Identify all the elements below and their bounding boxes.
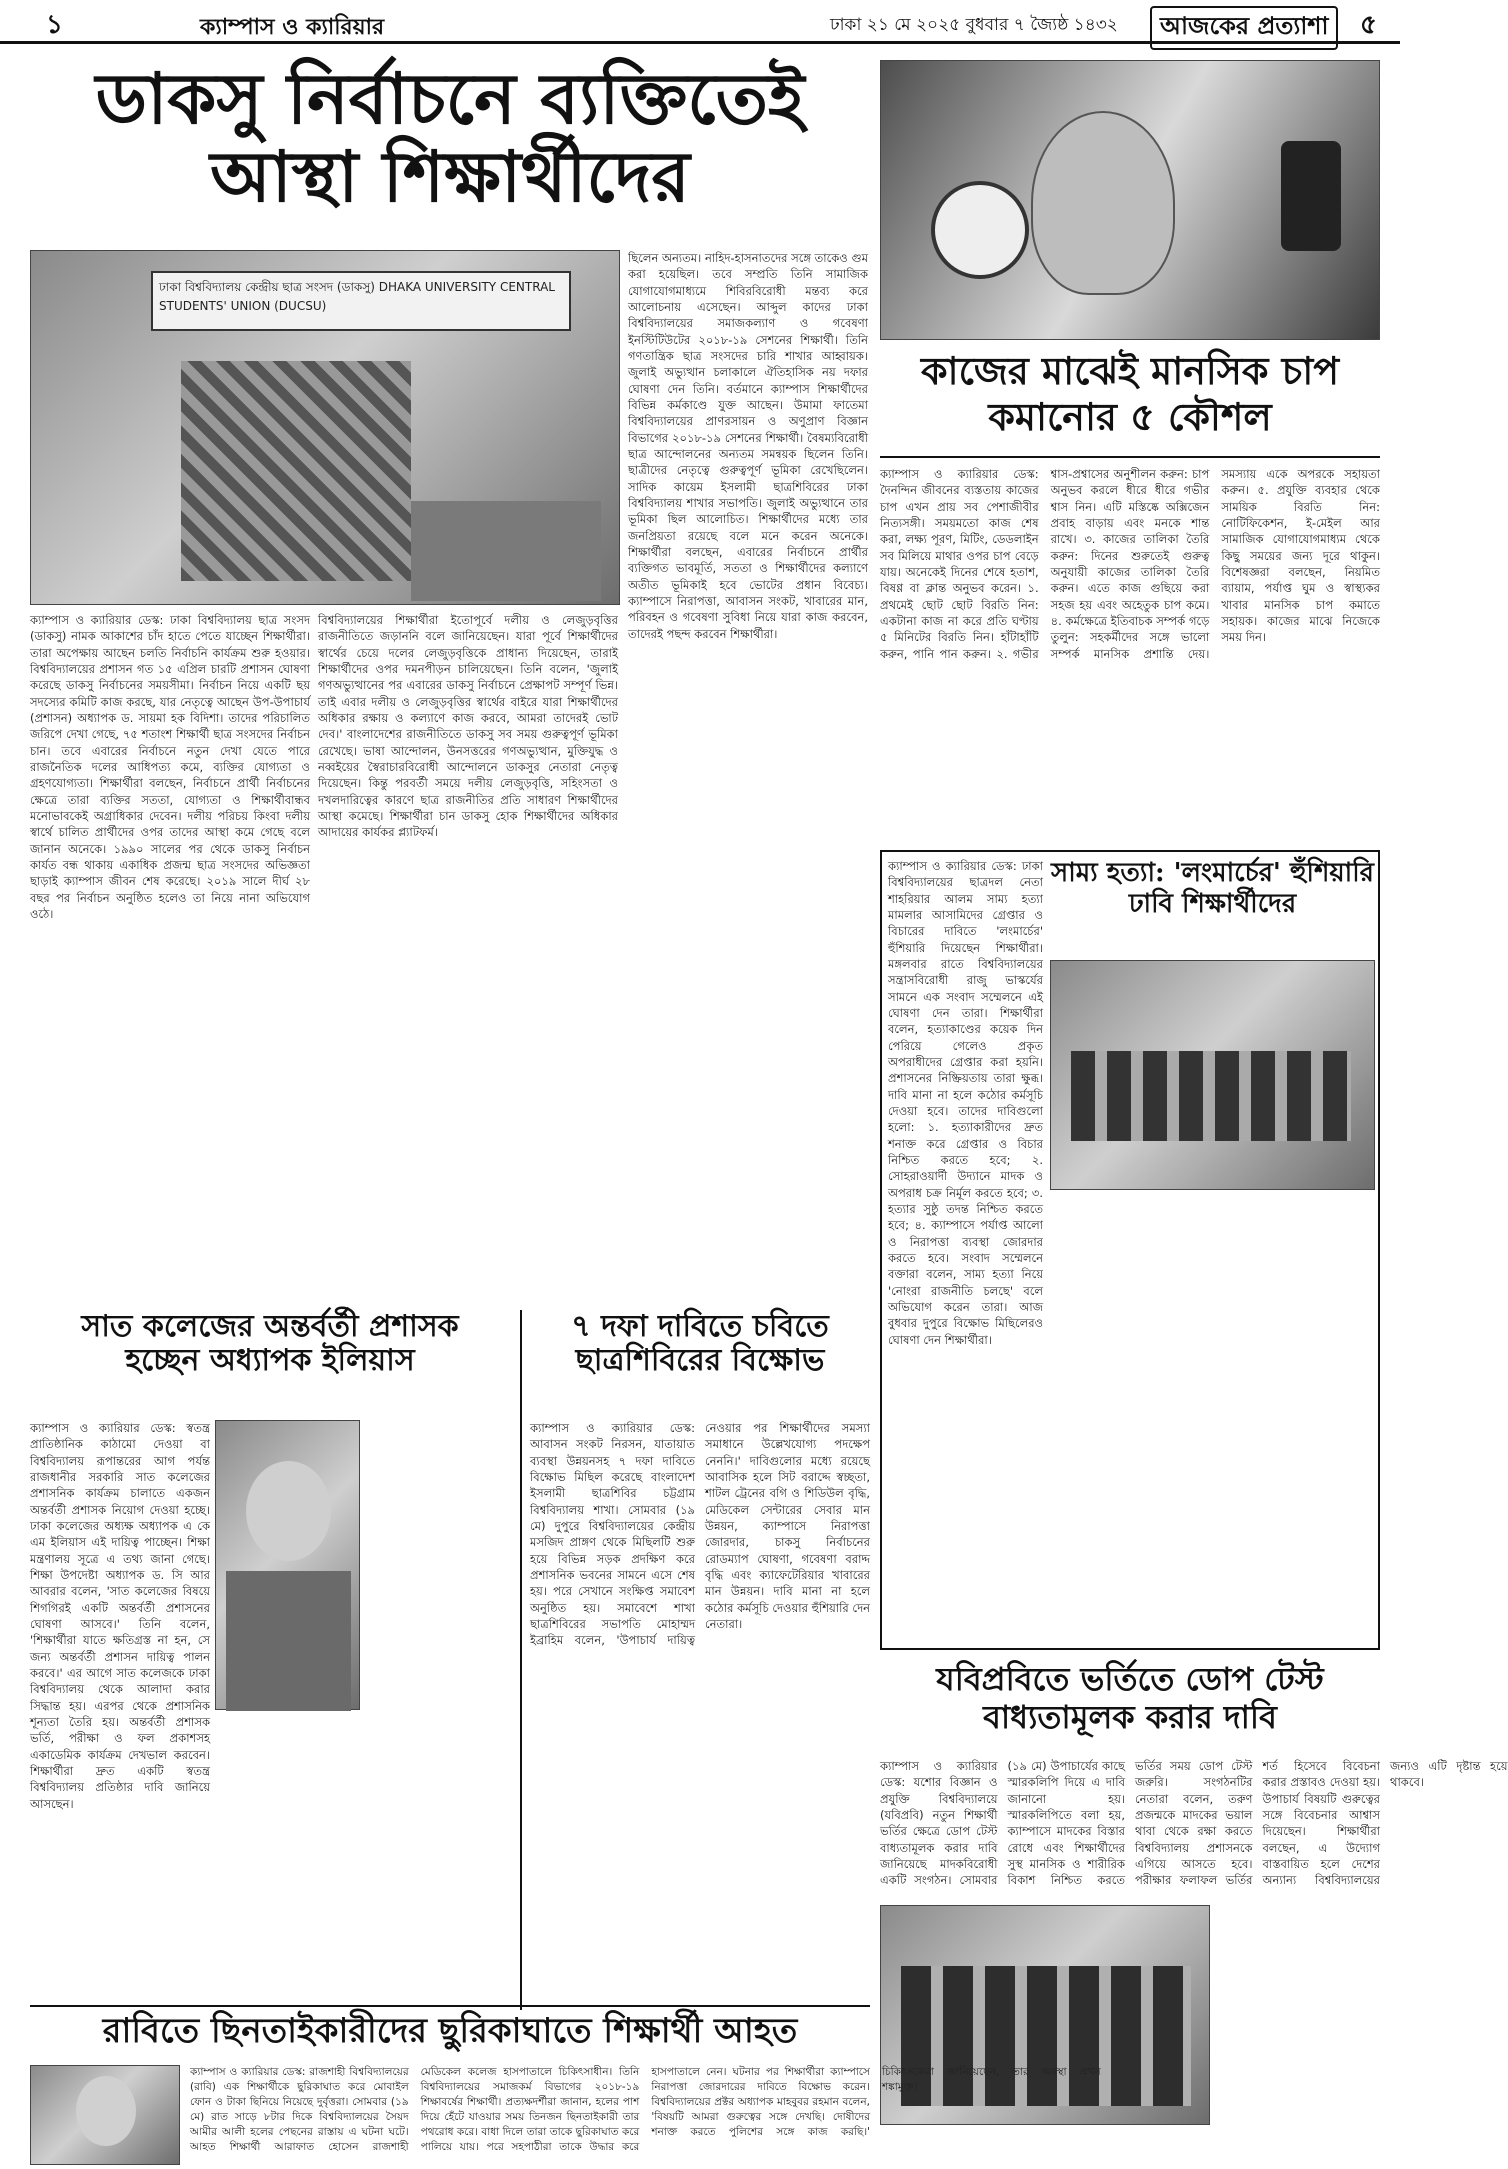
lead-headline: [40, 57, 860, 240]
dope-body: ক্যাম্পাস ও ক্যারিয়ার ডেস্ক: যশোর বিজ্ঞান ও প্রযুক্তি বিশ্ববিদ্যালয়ে (যবিপ্রবি) নতুন শিক্ষার্থী ভর্তির ক্ষেত্রে ডোপ টেস্ট বাধ্যতামূলক করার দাবি জানিয়েছে মাদকবিরোধী একটি সংগঠন। সোমবার (১৯ মে) উপাচার্যের কাছে স্মারকলিপি দিয়ে এ দাবি জানানো হয়। স্মারকলিপিতে বলা হয়, ক্যাম্পাসে মাদকের বিস্তার রোধে এবং শিক্ষার্থীদের সুস্থ মানসিক ও শারীরিক বিকাশ নিশ্চিত করতে ভর্তির সময় ডোপ টেস্ট জরুরি। সংগঠনটির নেতারা বলেন, তরুণ প্রজন্মকে মাদকের ভয়াল থাবা থেকে রক্ষা করতে বিশ্ববিদ্যালয় প্রশাসনকে এগিয়ে আসতে হবে। পরীক্ষার ফলাফল ভর্তির শর্ত হিসেবে বিবেচনা করার প্রস্তাবও দেওয়া হয়। উপাচার্য বিষয়টি গুরুত্বের সঙ্গে বিবেচনার আশ্বাস দিয়েছেন। শিক্ষার্থীরা বলছেন, এ উদ্যোগ বাস্তবায়িত হলে দেশের অন্যান্য বিশ্ববিদ্যালয়ের জন্যও এটি দৃষ্টান্ত হয়ে থাকবে।: [880, 1759, 1508, 1888]
lead-body-col3: ছিলেন অন্যতম। নাহিদ-হাসনাতদের সঙ্গে তাকেও গুম করা হয়েছিল। তবে সম্প্রতি তিনি সামাজিক যোগাযোগমাধ্যমে শিবিরবিরোধী মন্তব্য করে আলোচনায় এসেছেন। আব্দুল কাদের ঢাকা বিশ্ববিদ্যালয়ের সমাজকল্যাণ ও গবেষণা ইনস্টিটিউটের ২০১৮-১৯ সেশনের শিক্ষার্থী। তিনি গণতান্ত্রিক ছাত্র সংসদের চারি শাখার আহ্বায়ক। জুলাই অভ্যুত্থান চলাকালে ঐতিহাসিক নয় দফার ঘোষণা দেন তিনি। বর্তমানে ক্যাম্পাস শিক্ষার্থীদের বিভিন্ন কর্মকাণ্ডে যুক্ত আছেন। উমামা ফাতেমা বিশ্ববিদ্যালয়ের প্রাণরসায়ন ও অণুপ্রাণ বিজ্ঞান বিভাগের ২০১৮-১৯ সেশনের শিক্ষার্থী। বৈষম্যবিরোধী ছাত্র আন্দোলনের অন্যতম সমন্বয়ক ছিলেন তিনি। ছাত্রীদের নেতৃত্বে গুরুত্বপূর্ণ ভূমিকা রেখেছিলেন। সাদিক কায়েম ইসলামী ছাত্রশিবিরের ঢাকা বিশ্ববিদ্যালয় শাখার সভাপতি। জুলাই অভ্যুত্থানে তার ভূমিকা ছিল আলোচিত। শিক্ষার্থীদের মধ্যে তার জনপ্রিয়তা রয়েছে বলে মনে করেন অনেকে। শিক্ষার্থীরা বলছেন, এবারের নির্বাচনে প্রার্থীর ব্যক্তিগত ভাবমূর্তি, সততা ও শিক্ষার্থীদের কল্যাণে অতীত ভূমিকাই হবে ভোটের প্রধান বিবেচ্য। ক্যাম্পাসে নিরাপত্তা, আবাসন সংকট, খাবারের মান, পরিবহন ও গবেষণা সুবিধা নিয়ে যারা কাজ করবেন, তাদেরই পছন্দ করবেন শিক্ষার্থীরা।: [628, 251, 868, 641]
seven-college-headline: [30, 1310, 510, 1410]
story-divider: [30, 2005, 870, 2007]
man-figure: [1031, 111, 1175, 295]
stress-body: ক্যাম্পাস ও ক্যারিয়ার ডেস্ক: দৈনন্দিন জীবনের ব্যস্ততায় কাজের চাপ এখন প্রায় সব পেশাজীবীর নিত্যসঙ্গী। সময়মতো কাজ শেষ করা, লক্ষ্য পূরণ, মিটিং, ডেডলাইন সব মিলিয়ে মাথার ওপর চাপ বেড়ে যায়। অনেকেই দিনের শেষে হতাশ, বিষণ্ণ বা ক্লান্ত অনুভব করেন। ১. প্রথমেই ছোট ছোট বিরতি নিন: একটানা কাজ না করে প্রতি ঘণ্টায় ৫ মিনিটের বিরতি নিন। হাঁটাহাঁটি করুন, পানি পান করুন। ২. গভীর শ্বাস-প্রশ্বাসের অনুশীলন করুন: চাপ অনুভব করলে ধীরে ধীরে গভীর শ্বাস নিন। এটি মস্তিষ্কে অক্সিজেন প্রবাহ বাড়ায় এবং মনকে শান্ত রাখে। ৩. কাজের তালিকা তৈরি করুন: দিনের শুরুতেই গুরুত্ব অনুযায়ী কাজের তালিকা তৈরি করুন। এতে কাজ গুছিয়ে করা সহজ হয় এবং অহেতুক চাপ কমে। ৪. কর্মক্ষেত্রে ইতিবাচক সম্পর্ক গড়ে তুলুন: সহকর্মীদের সঙ্গে ভালো সম্পর্ক মানসিক প্রশান্তি দেয়। সমস্যায় একে অপরকে সহায়তা করুন। ৫. প্রযুক্তি ব্যবহার থেকে সাময়িক বিরতি নিন: নোটিফিকেশন, ই-মেইল আর সামাজিক যোগাযোগমাধ্যম থেকে কিছু সময়ের জন্য দূরে থাকুন। বিশেষজ্ঞরা বলছেন, নিয়মিত ব্যায়াম, পর্যাপ্ত ঘুম ও স্বাস্থ্যকর খাবার মানসিক চাপ কমাতে সহায়ক। কাজের মাঝে নিজেকে সময় দিন।: [880, 467, 1380, 661]
stress-headline-line1: কাজের মাঝেই মানসিক চাপ: [920, 348, 1340, 393]
lead-body-col1: ক্যাম্পাস ও ক্যারিয়ার ডেস্ক: ঢাকা বিশ্ববিদ্যালয় ছাত্র সংসদ (ডাকসু) নামক আকাশের চাঁদ হাতে পেতে যাচ্ছেন শিক্ষার্থীরা। তারা অপেক্ষায় আছেন চলতি নির্বাচনি কার্যক্রম শুরু হওয়ার। বিশ্ববিদ্যালয়ের প্রশাসন গত ১৫ এপ্রিল চারটি প্রশাসন ঘোষণা করেছে ডাকসু নির্বাচনের সময়সীমা। নির্বাচন নিয়ে একটি ছয় সদস্যের কমিটি কাজ করছে, যার নেতৃত্বে আছেন উপ-উপাচার্য (প্রশাসন) অধ্যাপক ড. সায়মা হক বিদিশা। তাদের পরিচালিত জরিপে দেখা গেছে, ৭৫ শতাংশ শিক্ষার্থী ছাত্র সংসদের নির্বাচন চান। তবে এবারের নির্বাচনে নতুন দেখা যেতে পারে রাজনৈতিক দলের আধিপত্য কমে, ব্যক্তির যোগ্যতা ও গ্রহণযোগ্যতা। শিক্ষার্থীরা বলছেন, নির্বাচনে প্রার্থী নির্বাচনের ক্ষেত্রে তারা ব্যক্তির সততা, যোগ্যতা ও শিক্ষার্থীবান্ধব মনোভাবকেই অগ্রাধিকার দেবেন। দলীয় পরিচয় কিংবা দলীয় স্বার্থে চালিত প্রার্থীদের ওপর তাদের আস্থা কমে গেছে বলে জানান অনেকে। ১৯৯০ সালের পর থেকে ডাকসু নির্বাচন কার্যত বন্ধ থাকায় একাধিক প্রজন্ম ছাত্র সংসদের অভিজ্ঞতা ছাড়াই ক্যাম্পাস জীবন শেষ করেছে। ২০১৯ সালে দীর্ঘ ২৮ বছর পর নির্বাচন অনুষ্ঠিত হলেও তা নিয়ে নানা অভিযোগ ওঠে।: [30, 613, 310, 921]
page-number-right: ৫: [1360, 10, 1377, 40]
rabi-victim-photo: [30, 2065, 180, 2165]
lead-body-col2: বিশ্ববিদ্যালয়ের শিক্ষার্থীরা ইতোপূর্বে দলীয় ও লেজুড়বৃত্তির রাজনীতিতে জড়াননি বলে জানিয়েছেন। যারা পূর্বে শিক্ষার্থীদের স্বার্থের চেয়ে দলের লেজুড়বৃত্তিকে প্রাধান্য দিয়েছেন, তারাই শিক্ষার্থীদের ওপর দমনপীড়ন চালিয়েছেন। তিনি বলেন, 'জুলাই গণঅভ্যুত্থানের পর এবারের ডাকসু নির্বাচনে প্রেক্ষাপট সম্পূর্ণ ভিন্ন। তাই এবার দলীয় ও লেজুড়বৃত্তির স্বার্থের বাইরে যারা শিক্ষার্থীদের অধিকার রক্ষায় ও কল্যাণে কাজ করবে, আমরা তাদেরই ভোট দেব।' বাংলাদেশের রাজনীতিতে ডাকসু সব সময় গুরুত্বপূর্ণ ভূমিকা রেখেছে। ভাষা আন্দোলন, উনসত্তরের গণঅভ্যুত্থান, মুক্তিযুদ্ধ ও নব্বইয়ের স্বৈরাচারবিরোধী আন্দোলনে ডাকসুর নেতারা নেতৃত্ব দিয়েছেন। কিন্তু পরবর্তী সময়ে দলীয় লেজুড়বৃত্তি, সহিংসতা ও দখলদারিত্বের কারণে ছাত্র রাজনীতির প্রতি সাধারণ শিক্ষার্থীদের আস্থা কমেছে। শিক্ষার্থীরা চান ডাকসু হোক শিক্ষার্থীদের অধিকার আদায়ের কার্যকর প্ল্যাটফর্ম।: [318, 613, 618, 840]
dope-headline-line2: বাধ্যতামূলক করার দাবি: [983, 1698, 1277, 1737]
longmarch-headline-line2: ঢাবি শিক্ষার্থীদের: [1128, 889, 1297, 920]
longmarch-body: ক্যাম্পাস ও ক্যারিয়ার ডেস্ক: ঢাকা বিশ্ববিদ্যালয়ের ছাত্রদল নেতা শাহরিয়ার আলম সাম্য হত্যা মামলার আসামিদের গ্রেপ্তার ও বিচারের দাবিতে 'লংমার্চের' হুঁশিয়ারি দিয়েছেন শিক্ষার্থীরা। মঙ্গলবার রাতে বিশ্ববিদ্যালয়ের সন্ত্রাসবিরোধী রাজু ভাস্কর্যের সামনে এক সংবাদ সম্মেলনে এই ঘোষণা দেন তারা। শিক্ষার্থীরা বলেন, হত্যাকাণ্ডের কয়েক দিন পেরিয়ে গেলেও প্রকৃত অপরাধীদের গ্রেপ্তার করা হয়নি। প্রশাসনের নিষ্ক্রিয়তায় তারা ক্ষুব্ধ। দাবি মানা না হলে কঠোর কর্মসূচি দেওয়া হবে। তাদের দাবিগুলো হলো: ১. হত্যাকারীদের দ্রুত শনাক্ত করে গ্রেপ্তার ও বিচার নিশ্চিত করতে হবে; ২. সোহরাওয়ার্দী উদ্যানে মাদক ও অপরাধ চক্র নির্মূল করতে হবে; ৩. হত্যার সুষ্ঠু তদন্ত নিশ্চিত করতে হবে; ৪. ক্যাম্পাসে পর্যাপ্ত আলো ও নিরাপত্তা ব্যবস্থা জোরদার করতে হবে। সংবাদ সম্মেলনে বক্তারা বলেন, সাম্য হত্যা নিয়ে 'নোংরা রাজনীতি চলছে' বলে অভিযোগ করেন তারা। আজ বুধবার দুপুরে বিক্ষোভ মিছিলেরও ঘোষণা দেন শিক্ষার্থীরা।: [888, 859, 1043, 1347]
dope-headline-line1: যবিপ্রবিতে ভর্তিতে ডোপ টেস্ট: [936, 1660, 1324, 1698]
clock-icon: [931, 181, 1029, 279]
stress-headline-line2: কমানোর ৫ কৌশল: [988, 393, 1272, 439]
longmarch-headline: [1050, 858, 1375, 953]
crowd-graphic: [1071, 1051, 1351, 1141]
rabi-headline: রাবিতে ছিনতাইকারীদের ছুরিকাঘাতে শিক্ষার্থী আহত: [102, 2011, 798, 2051]
longmarch-photo: [1050, 960, 1375, 1190]
seven-college-headline-line2: হচ্ছেন অধ্যাপক ইলিয়াস: [125, 1342, 415, 1378]
building-wall: [411, 501, 601, 601]
victim-face: [76, 2076, 136, 2146]
shibir-body: ক্যাম্পাস ও ক্যারিয়ার ডেস্ক: আবাসন সংকট নিরসন, যাতায়াত ব্যবস্থা উন্নয়নসহ ৭ দফা দাবিতে বিক্ষোভ মিছিল করেছে বাংলাদেশ ইসলামী ছাত্রশিবির চট্টগ্রাম বিশ্ববিদ্যালয় শাখা। সোমবার (১৯ মে) দুপুরে বিশ্ববিদ্যালয়ের কেন্দ্রীয় মসজিদ প্রাঙ্গণ থেকে মিছিলটি শুরু হয়ে বিভিন্ন সড়ক প্রদক্ষিণ করে প্রশাসনিক ভবনের সামনে এসে শেষ হয়। পরে সেখানে সংক্ষিপ্ত সমাবেশ অনুষ্ঠিত হয়। সমাবেশে শাখা ছাত্রশিবিরের সভাপতি মোহাম্মদ ইব্রাহিম বলেন, 'উপাচার্য দায়িত্ব নেওয়ার পর শিক্ষার্থীদের সমস্যা সমাধানে উল্লেখযোগ্য পদক্ষেপ নেননি।' দাবিগুলোর মধ্যে রয়েছে আবাসিক হলে সিট বরাদ্দে স্বচ্ছতা, শাটল ট্রেনের বগি ও শিডিউল বৃদ্ধি, মেডিকেল সেন্টারের সেবার মান উন্নয়ন, ক্যাম্পাসে নিরাপত্তা জোরদার, চাকসু নির্বাচনের রোডম্যাপ ঘোষণা, গবেষণা বরাদ্দ বৃদ্ধি এবং ক্যাফেটেরিয়ার খাবারের মান উন্নয়ন। দাবি মানা না হলে কঠোর কর্মসূচি দেওয়ার হুঁশিয়ারি দেন নেতারা।: [530, 1421, 870, 1648]
issue-date: ঢাকা ২১ মে ২০২৫ বুধবার ৭ জ্যৈষ্ঠ ১৪৩২: [830, 15, 1118, 35]
newspaper-logo: আজকের প্রত্যাশা: [1150, 6, 1338, 50]
mural-graphic: [181, 361, 411, 581]
ilias-portrait: [215, 1420, 360, 1710]
stress-photo: [880, 60, 1380, 340]
portrait-face: [246, 1461, 331, 1561]
lead-headline-line1: ডাকসু নির্বাচনে ব্যক্তিতেই: [95, 57, 805, 140]
shibir-headline: [530, 1310, 870, 1410]
dope-headline: [880, 1660, 1380, 1750]
section-title: ক্যাম্পাস ও ক্যারিয়ার: [200, 15, 385, 40]
longmarch-headline-line1: সাম্য হত্যা: 'লংমার্চের' হুঁশিয়ারি: [1051, 858, 1374, 888]
phone-icon: [1281, 141, 1341, 251]
stress-headline: [880, 348, 1380, 458]
column-divider: [520, 1310, 522, 2010]
lead-headline-line2: আস্থা শিক্ষার্থীদের: [210, 135, 690, 219]
shibir-headline-line2: ছাত্রশিবিরের বিক্ষোভ: [575, 1342, 825, 1378]
portrait-shirt: [226, 1571, 351, 1711]
seven-college-headline-line1: সাত কলেজের অন্তর্বর্তী প্রশাসক: [81, 1309, 459, 1344]
page-number-left: ১: [46, 10, 63, 40]
page-header: [0, 0, 1400, 44]
rabi-body: ক্যাম্পাস ও ক্যারিয়ার ডেস্ক: রাজশাহী বিশ্ববিদ্যালয়ের (রাবি) এক শিক্ষার্থীকে ছুরিকাঘাত করে মোবাইল ফোন ও টাকা ছিনিয়ে নিয়েছে দুর্বৃত্তরা। সোমবার (১৯ মে) রাত সাড়ে ৮টার দিকে বিশ্ববিদ্যালয়ের সৈয়দ আমীর আলী হলের পেছনের রাস্তায় এ ঘটনা ঘটে। আহত শিক্ষার্থী আরাফাত হোসেন রাজশাহী মেডিকেল কলেজ হাসপাতালে চিকিৎসাধীন। তিনি বিশ্ববিদ্যালয়ের সমাজকর্ম বিভাগের ২০১৮-১৯ শিক্ষাবর্ষের শিক্ষার্থী। প্রত্যক্ষদর্শীরা জানান, হলের পাশ দিয়ে হেঁটে যাওয়ার সময় তিনজন ছিনতাইকারী তার পথরোধ করে। বাধা দিলে তারা তাকে ছুরিকাঘাত করে পালিয়ে যায়। পরে সহপাঠীরা তাকে উদ্ধার করে হাসপাতালে নেন। ঘটনার পর শিক্ষার্থীরা ক্যাম্পাসে নিরাপত্তা জোরদারের দাবিতে বিক্ষোভ করেন। বিশ্ববিদ্যালয়ের প্রক্টর অধ্যাপক মাহবুবর রহমান বলেন, 'বিষয়টি আমরা গুরুত্বের সঙ্গে দেখছি। দোষীদের শনাক্ত করতে পুলিশের সঙ্গে কাজ করছি।': [190, 2066, 870, 2153]
ducsu-signboard: ঢাকা বিশ্ববিদ্যালয় কেন্দ্রীয় ছাত্র সংসদ (ডাকসু) DHAKA UNIVERSITY CENTRAL STUDENTS' UNION (DUCSU): [151, 271, 571, 331]
lead-photo: [30, 250, 620, 605]
shibir-headline-line1: ৭ দফা দাবিতে চবিতে: [571, 1309, 829, 1344]
seven-college-body: ক্যাম্পাস ও ক্যারিয়ার ডেস্ক: স্বতন্ত্র প্রাতিষ্ঠানিক কাঠামো দেওয়া বা বিশ্ববিদ্যালয় রূপান্তরের আগ পর্যন্ত রাজধানীর সরকারি সাত কলেজের প্রশাসনিক কার্যক্রম চালাতে একজন অন্তর্বর্তী প্রশাসক নিয়োগ দেওয়া হচ্ছে। ঢাকা কলেজের অধ্যক্ষ অধ্যাপক এ কে এম ইলিয়াস এই দায়িত্ব পাচ্ছেন। শিক্ষা মন্ত্রণালয় সূত্রে এ তথ্য জানা গেছে। শিক্ষা উপদেষ্টা অধ্যাপক ড. সি আর আবরার বলেন, 'সাত কলেজের বিষয়ে শিগগিরই একটি অন্তর্বর্তী প্রশাসনের ঘোষণা আসবে।' তিনি বলেন, 'শিক্ষার্থীরা যাতে ক্ষতিগ্রস্ত না হন, সে জন্য অন্তর্বর্তী প্রশাসন দায়িত্ব পালন করবে।' এর আগে সাত কলেজকে ঢাকা বিশ্ববিদ্যালয় থেকে আলাদা করার সিদ্ধান্ত হয়। এরপর থেকে প্রশাসনিক শূন্যতা তৈরি হয়। অন্তর্বর্তী প্রশাসক ভর্তি, পরীক্ষা ও ফল প্রকাশসহ একাডেমিক কার্যক্রম দেখভাল করবেন। শিক্ষার্থীরা দ্রুত একটি স্বতন্ত্র বিশ্ববিদ্যালয় প্রতিষ্ঠার দাবি জানিয়ে আসছেন।: [30, 1421, 210, 1811]
